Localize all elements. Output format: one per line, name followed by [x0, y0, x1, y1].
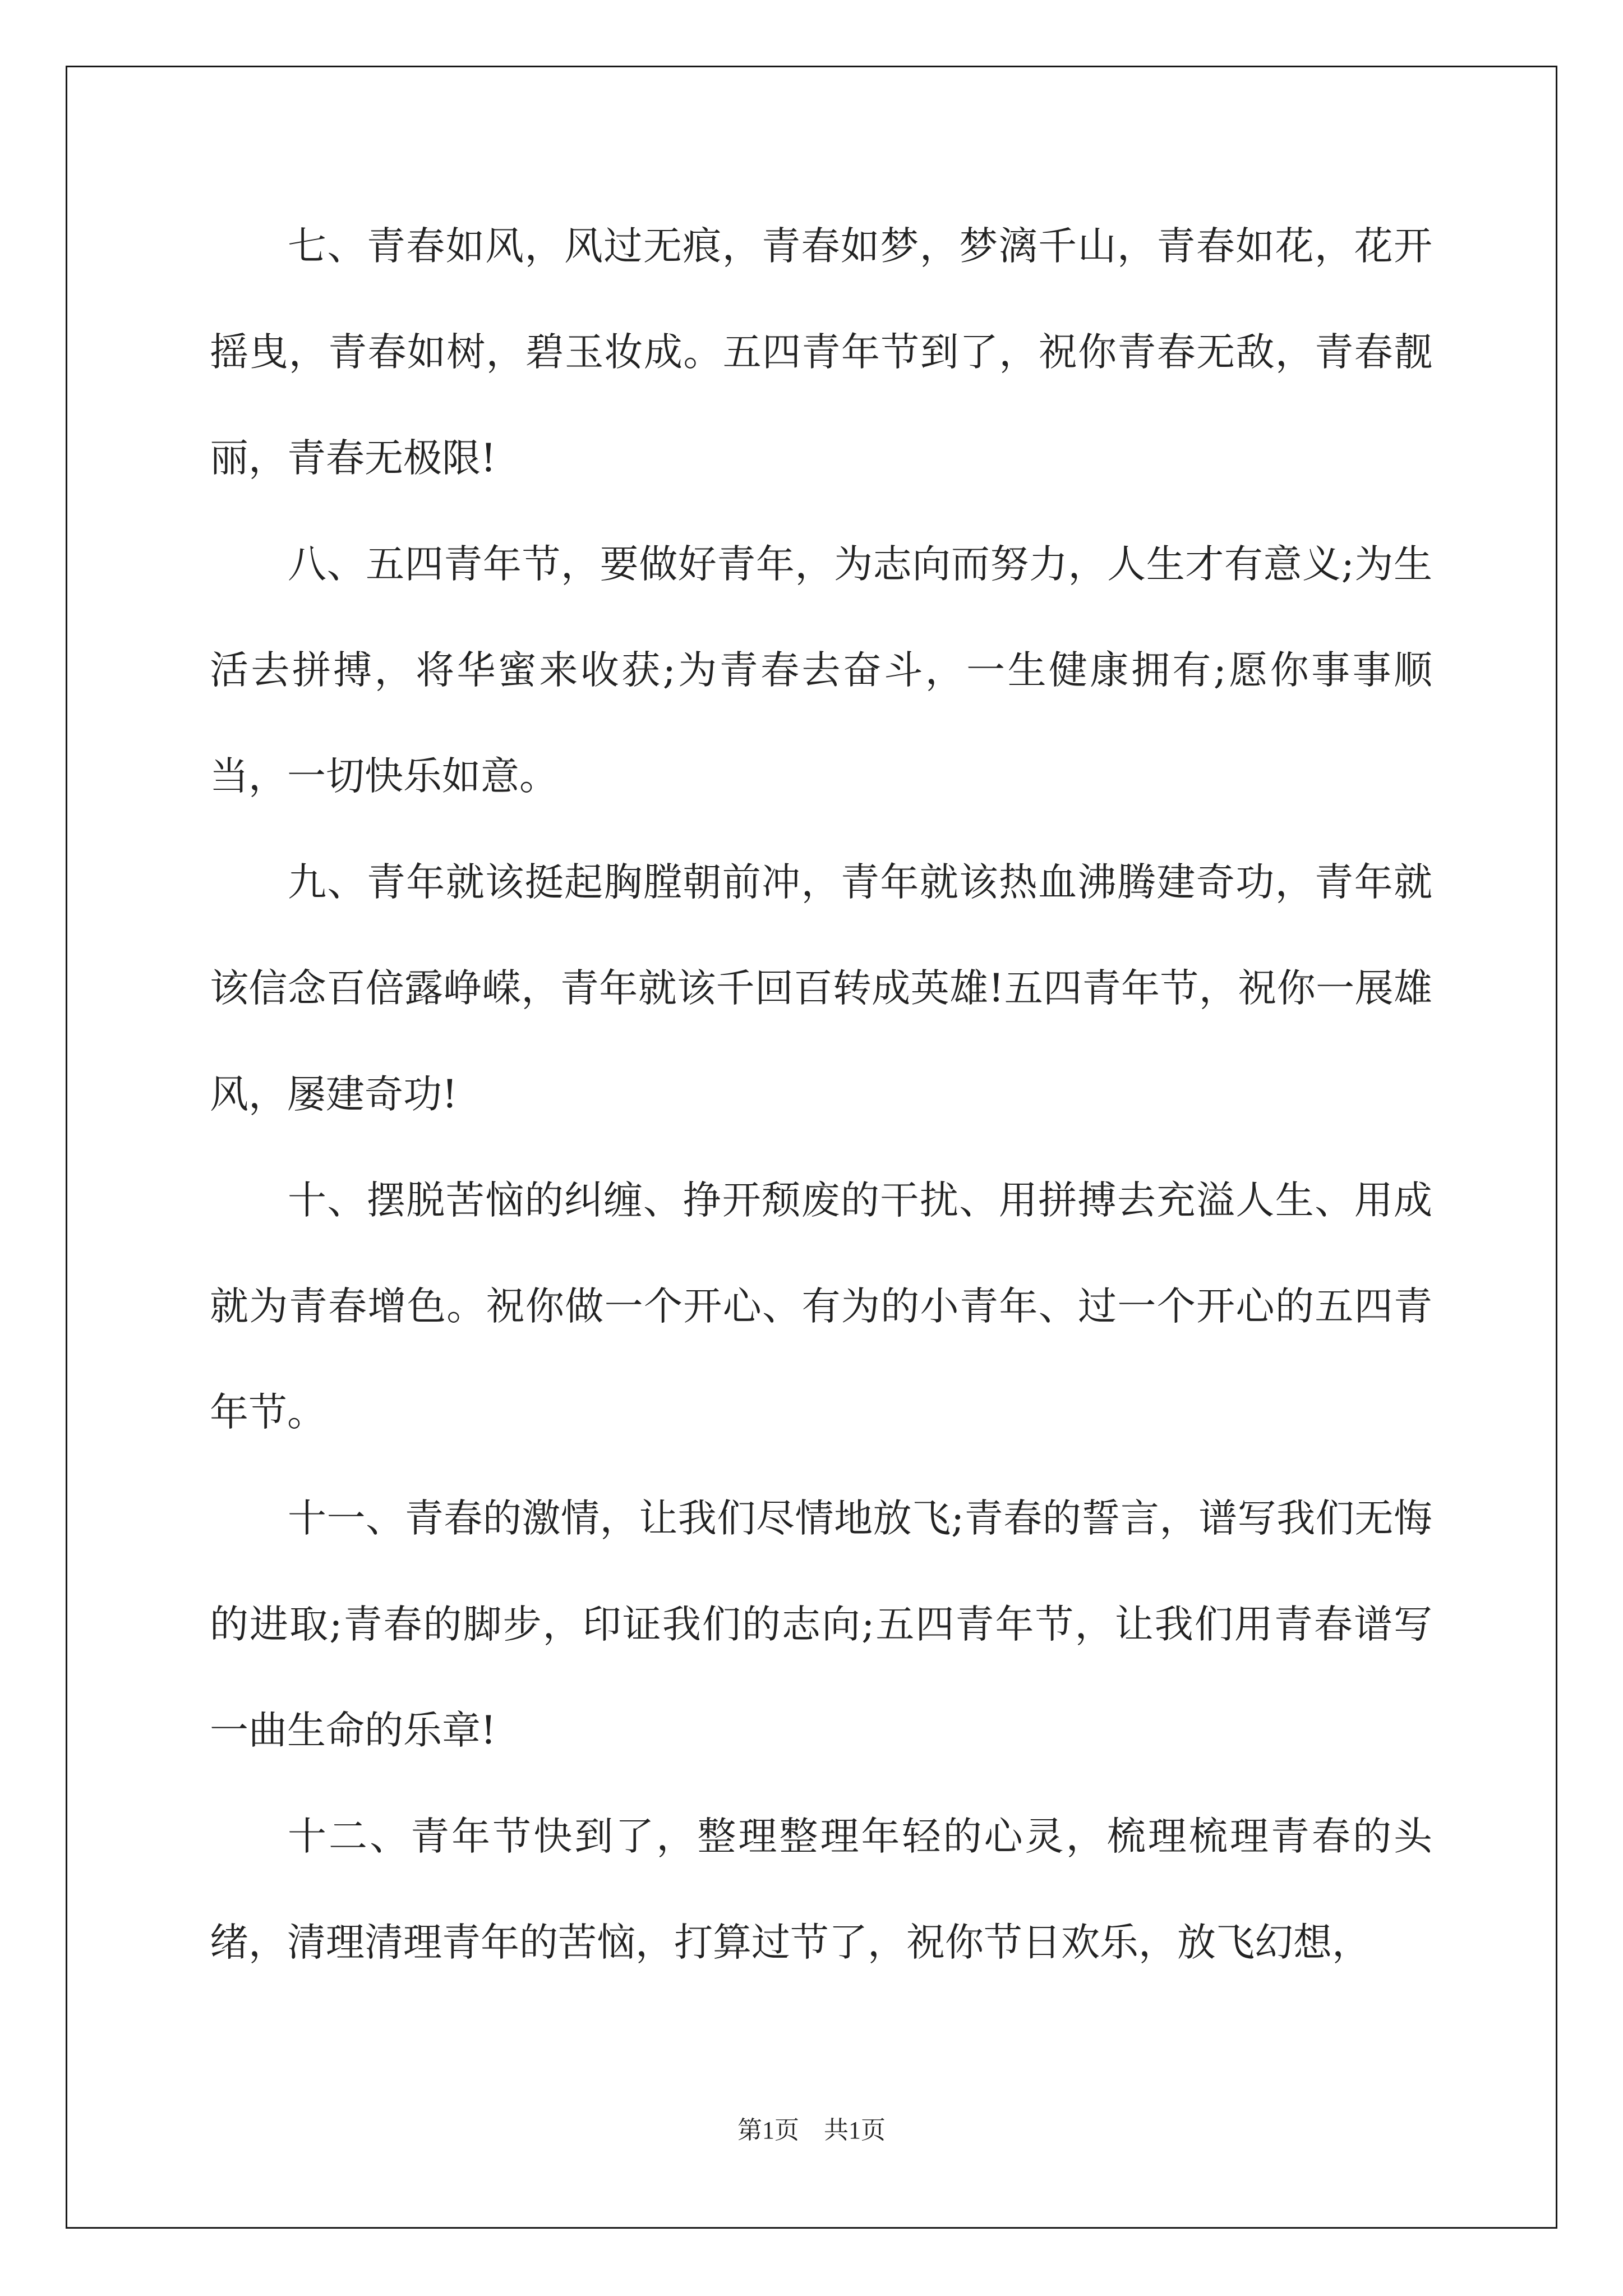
paragraph-10: 十、摆脱苦恼的纠缠、挣开颓废的干扰、用拼搏去充溢人生、用成就为青春增色。祝你做一个开心、有为的小青年、过一个开心的五四青年节。	[210, 1178, 1432, 1435]
paragraph-8: 八、五四青年节，要做好青年，为志向而努力，人生才有意义;为生活去拼搏，将华蜜来收获;为青春去奋斗，一生健康拥有;愿你事事顺当，一切快乐如意。	[210, 542, 1432, 799]
document-body	[210, 194, 1432, 1996]
paragraph-7: 七、青春如风，风过无痕，青春如梦，梦漓千山，青春如花，花开摇曳，青春如树，碧玉妆成。五四青年节到了，祝你青春无敌，青春靓丽，青春无极限!	[210, 224, 1432, 481]
paragraph-9: 九、青年就该挺起胸膛朝前冲，青年就该热血沸腾建奇功，青年就该信念百倍露峥嵘，青年就该千回百转成英雄!五四青年节，祝你一展雄风，屡建奇功!	[210, 860, 1432, 1117]
page-number: 第1页	[737, 2116, 799, 2144]
paragraph-12: 十二、青年节快到了，整理整理年轻的心灵，梳理梳理青春的头绪，清理清理青年的苦恼，打算过节了，祝你节日欢乐，放飞幻想，	[210, 1814, 1432, 1965]
page-total: 共1页	[824, 2116, 886, 2144]
page-footer	[0, 2114, 1623, 2147]
paragraph-11: 十一、青春的激情，让我们尽情地放飞;青春的誓言，谱写我们无悔的进取;青春的脚步，印证我们的志向;五四青年节，让我们用青春谱写一曲生命的乐章!	[210, 1496, 1432, 1753]
